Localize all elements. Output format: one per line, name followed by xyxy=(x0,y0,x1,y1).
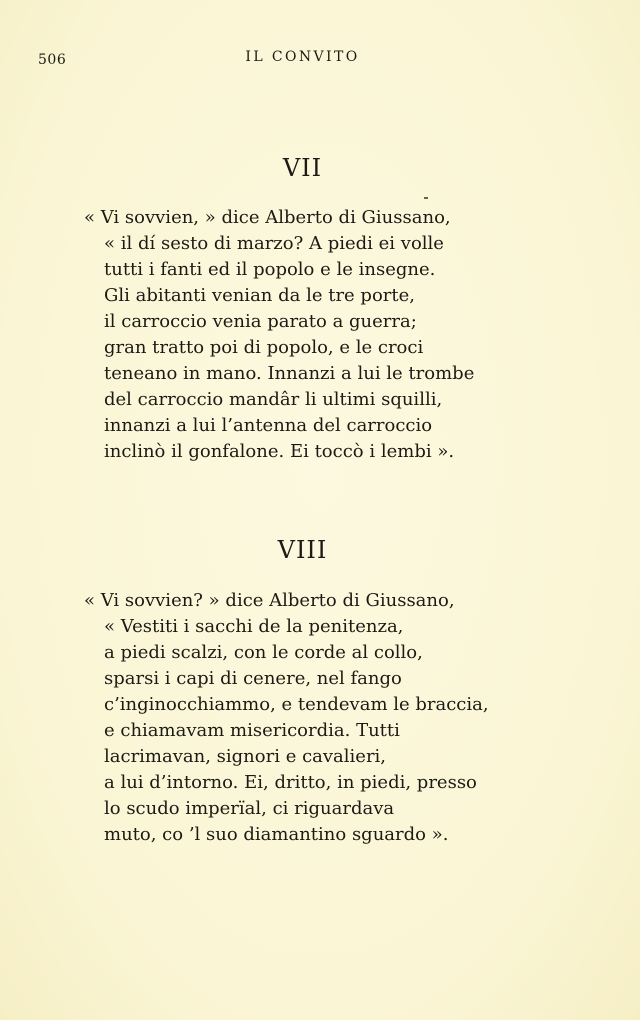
poem-line: lo scudo imperïal, ci riguardava xyxy=(104,798,395,819)
running-title: IL CONVITO xyxy=(245,49,360,65)
section-heading-viii: VIII xyxy=(277,536,328,564)
poem-line: c’inginocchiammo, e tendevam le braccia, xyxy=(104,694,489,715)
poem-line: sparsi i capi di cenere, nel fango xyxy=(104,668,402,689)
poem-line: tutti i fanti ed il popolo e le insegne. xyxy=(104,259,436,280)
poem-line: « il dí sesto di marzo? A piedi ei volle xyxy=(104,233,444,254)
ink-speck xyxy=(424,197,428,199)
poem-line: muto, co ’l suo diamantino sguardo ». xyxy=(104,824,449,845)
poem-line: a lui d’intorno. Ei, dritto, in piedi, presso xyxy=(104,772,477,793)
poem-line: teneano in mano. Innanzi a lui le trombe xyxy=(104,363,475,384)
page-number: 506 xyxy=(38,52,67,68)
section-heading-vii: VII xyxy=(282,154,323,182)
poem-line: « Vestiti i sacchi de la penitenza, xyxy=(104,616,404,637)
poem-line: inclinò il gonfalone. Ei toccò i lembi ». xyxy=(104,441,455,462)
poem-line: il carroccio venia parato a guerra; xyxy=(104,311,417,332)
poem-line: « Vi sovvien, » dice Alberto di Giussano, xyxy=(84,207,451,228)
poem-line: lacrimavan, signori e cavalieri, xyxy=(104,746,387,767)
poem-line: del carroccio mandâr li ultimi squilli, xyxy=(104,389,443,410)
poem-line: e chiamavam misericordia. Tutti xyxy=(104,720,400,741)
poem-line: a piedi scalzi, con le corde al collo, xyxy=(104,642,423,663)
poem-line: gran tratto poi di popolo, e le croci xyxy=(104,337,424,358)
poem-line: Gli abitanti venian da le tre porte, xyxy=(104,285,416,306)
poem-line: innanzi a lui l’antenna del carroccio xyxy=(104,415,433,436)
poem-line: « Vi sovvien? » dice Alberto di Giussano, xyxy=(84,590,455,611)
